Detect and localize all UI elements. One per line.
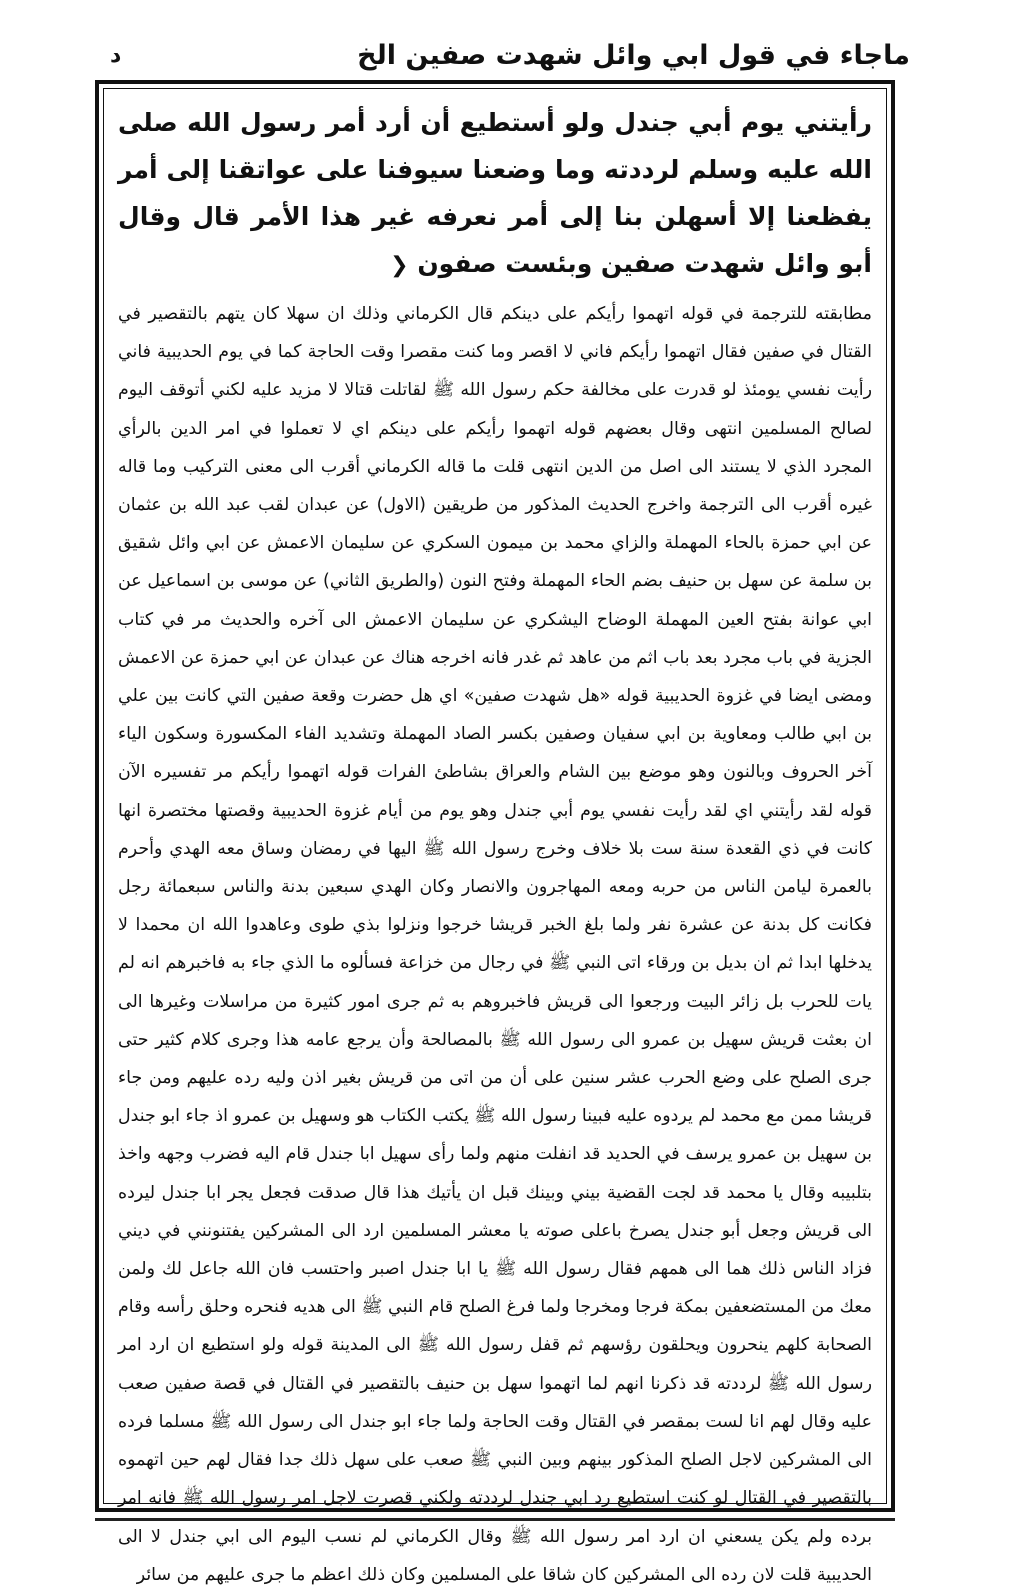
page-frame-inner [103,88,887,1585]
running-title: ماجاء في قول ابي وائل شهدت صفين الخ [357,39,910,71]
page-frame [95,80,895,1585]
commentary-text: مطابقته للترجمة في قوله اتهموا رأيكم على دينكم قال الكرماني وذلك ان سهلا كان يتهم بالتقصير في القتال في صفين فقال اتهموا رأيكم فاني لا اقصر وما كنت مقصرا وقت الحاجة كما في يوم الحديبية فاني رأيت نفسي يومئذ لو قدرت على مخالفة حكم رسول الله ﷺ لقاتلت قتالا لا مزيد عليه لكني أتوقف اليوم لصالح المسلمين انتهى وقال بعضهم قوله اتهموا رأيكم على دينكم اي لا تعملوا في امر الدين بالرأي المجرد الذي لا يستند الى اصل من الدين انتهى قلت ما قاله الكرماني أقرب الى معنى التركيب وما قاله غيره أقرب الى الترجمة واخرج الحديث المذكور من طريقين (الاول) عن عبدان لقب عبد الله بن عثمان عن ابي حمزة بالحاء المهملة والزاي محمد بن ميمون السكري عن سليمان الاعمش عن ابي وائل شقيق بن سلمة عن سهل بن حنيف بضم الحاء المهملة وفتح النون (والطريق الثاني) عن موسى بن اسماعيل عن ابي عوانة بفتح العين المهملة الوضاح اليشكري عن سليمان الاعمش الى آخره والحديث مر في كتاب الجزية في باب مجرد بعد باب اثم من عاهد ثم غدر فانه اخرجه هناك عن عبدان عن ابي حمزة عن الاعمش ومضى ايضا في غزوة الحديبية قوله «هل شهدت صفين» اي هل حضرت وقعة صفين التي كانت بين علي بن ابي طالب ومعاوية بن ابي سفيان وصفين بكسر الصاد المهملة وتشديد الفاء المكسورة وسكون الياء آخر الحروف وبالنون وهو موضع بين الشام والعراق بشاطئ الفرات قوله اتهموا رأيكم مر تفسيره الآن قوله لقد رأيتني اي لقد رأيت نفسي يوم أبي جندل وهو يوم من أيام غزوة الحديبية وقصتها مختصرة انها كانت في ذي القعدة سنة ست بلا خلاف وخرج رسول الله ﷺ اليها في رمضان وساق معه الهدي وأحرم بالعمرة ليامن الناس من حربه ومعه المهاجرون والانصار وكان الهدي سبعين بدنة والناس سبعمائة رجل فكانت كل بدنة عن عشرة نفر ولما بلغ الخبر قريشا خرجوا ونزلوا بذي طوى وعاهدوا الله ان محمدا لا يدخلها ابدا ثم ان بديل بن ورقاء اتى النبي ﷺ في رجال من خزاعة فسألوه ما الذي جاء به فاخبرهم انه لم يات للحرب بل زائر البيت ورجعوا الى قريش فاخبروهم به ثم جرى امور كثيرة من مراسلات وغيرها الى ان بعثت قريش سهيل بن عمرو الى رسول الله ﷺ بالمصالحة وأن يرجع عامه هذا وجرى كلام كثير حتى جرى الصلح على وضع الحرب عشر سنين على أن من اتى من قريش بغير اذن وليه رده عليهم ومن جاء قريشا ممن مع محمد لم يردوه عليه فبينا رسول الله ﷺ يكتب الكتاب هو وسهيل بن عمرو اذ جاء ابو جندل بن سهيل بن عمرو يرسف في الحديد قد انفلت منهم ولما رأى سهيل ابا جندل قام اليه فضرب وجهه واخذ بتلبيبه وقال يا محمد قد لجت القضية بيني وبينك قبل ان يأتيك هذا قال صدقت فجعل يجر ابا جندل ليرده الى قريش وجعل أبو جندل يصرخ باعلى صوته يا معشر المسلمين ارد الى المشركين يفتنونني في ديني فزاد الناس ذلك هما الى همهم فقال رسول الله ﷺ يا ابا جندل اصبر واحتسب فان الله جاعل لك ولمن معك من المستضعفين بمكة فرجا ومخرجا ولما فرغ الصلح قام النبي ﷺ الى هديه فنحره وحلق رأسه وقام الصحابة كلهم ينحرون ويحلقون رؤسهم ثم قفل رسول الله ﷺ الى المدينة قوله ولو استطيع ان ارد امر رسول الله ﷺ لرددته قد ذكرنا انهم لما اتهموا سهل بن حنيف بالتقصير في القتال في قصة صفين صعب عليه وقال لهم انا لست بمقصر في القتال وقت الحاجة ولما جاء ابو جندل الى رسول الله ﷺ مسلما فرده الى المشركين لاجل الصلح المذكور بينهم وبين النبي ﷺ صعب على سهل ذلك جدا فقال لهم حين اتهموه بالتقصير في القتال لو كنت استطيع رد ابي جندل لرددته ولكني قصرت لاجل امر رسول الله ﷺ فانه امر برده ولم يكن يسعني ان ارد امر رسول الله ﷺ وقال الكرماني لم نسب اليوم الى ابي جندل لا الى الحديبية قلت لان رده الى المشركين كان شاقا على المسلمين وكان ذلك اعظم ما جرى عليهم من سائر [118,304,872,1585]
bottom-rule [95,1518,895,1521]
hadith-body: رأيتني يوم أبي جندل ولو أستطيع أن أرد أمر رسول الله صلى الله عليه وسلم لرددته وما وضعنا سيوفنا على عواتقنا إلى أمر يفظعنا إلا أسهلن بنا إلى أمر نعرفه غير هذا الأمر قال وقال أبو وائل شهدت صفين وبئست صفون [118,108,872,278]
running-head [110,30,910,80]
page-mark: د [110,42,122,68]
hadith-text [118,99,872,289]
page-content [118,99,872,1585]
end-ornament: ❮ [390,253,409,278]
